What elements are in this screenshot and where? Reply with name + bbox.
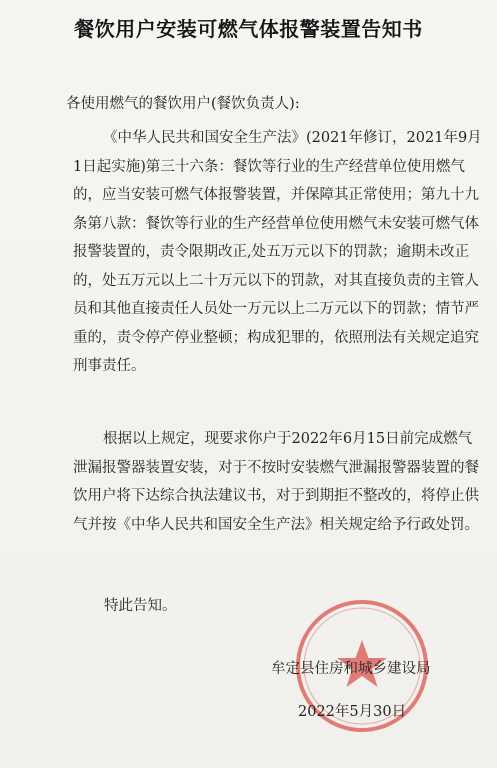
closing-line: 特此告知。 [104,598,177,614]
paragraph-requirement: 根据以上规定，现要求你户于2022年6月15日前完成燃气泄漏报警器装置安装，对于不按时安装燃气泄漏报警器装置的餐饮用户将下达综合执法建议书，对于到期拒不整改的，将停止供气并按《中华人民共和国安全生产法》相关规定给予行政处罚。 [73,431,479,533]
issue-date: 2022年5月30日 [298,704,407,720]
document-title: 餐饮用户安装可燃气体报警装置告知书 [74,17,423,41]
signer-org: 牟定县住房和城乡建设局 [271,661,431,677]
paragraph-law: 《中华人民共和国安全生产法》(2021年修订，2021年9月1日起实施)第三十六条：餐饮等行业的生产经营单位使用燃气的，应当安装可燃气体报警装置，并保障其正常使用；第九十九条第八款：餐饮等行业的生产经营单位使用燃气未安装可燃气体报警装置的，责令限期改正,处五万元以下的罚款；逾期未改正的，处五万元以上二十万元以下的罚款，对其直接负责的主管人员和其他直接责任人员处一万元以上二万元以下的罚款；情节严重的，责令停产停业整顿；构成犯罪的，依照刑法有关规定追究刑事责任。 [73,130,482,374]
salutation: 各使用燃气的餐饮用户(餐饮负责人): [66,96,300,112]
